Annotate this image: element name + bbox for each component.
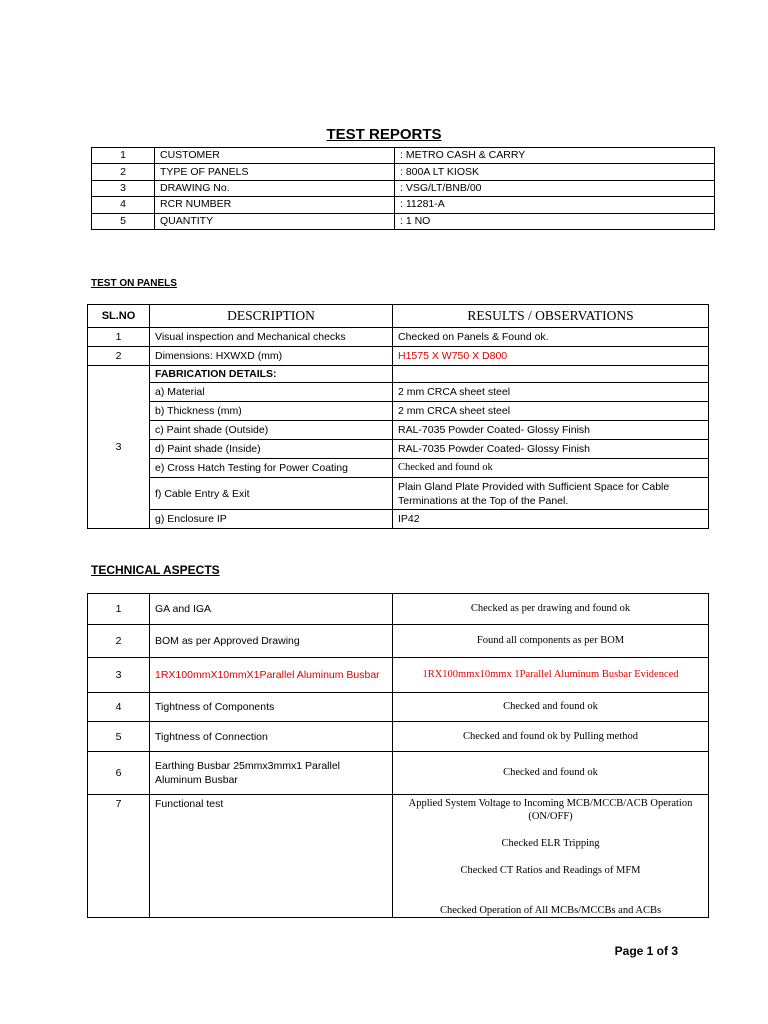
row-result: Checked and found ok: [393, 693, 709, 722]
info-row-number: 3: [92, 180, 155, 196]
info-row-label: RCR NUMBER: [155, 197, 395, 213]
row-description: a) Material: [150, 383, 393, 402]
header-results: RESULTS / OBSERVATIONS: [393, 305, 709, 328]
info-row-value: : VSG/LT/BNB/00: [395, 180, 715, 196]
functional-test-results: [393, 795, 709, 918]
row-result: Checked as per drawing and found ok: [393, 594, 709, 625]
row-description: f) Cable Entry & Exit: [150, 478, 393, 510]
info-row-value: : 11281-A: [395, 197, 715, 213]
row-number: 2: [88, 625, 150, 658]
row-description: GA and IGA: [150, 594, 393, 625]
row-description: Earthing Busbar 25mmx3mmx1 Parallel Aluminum Busbar: [150, 752, 393, 795]
row-result: Plain Gland Plate Provided with Sufficient Space for Cable Terminations at the Top of the Panel.: [393, 478, 709, 510]
row-result: H1575 X W750 X D800: [393, 347, 709, 366]
row-result: Checked on Panels & Found ok.: [393, 328, 709, 347]
row-result: 2 mm CRCA sheet steel: [393, 402, 709, 421]
row-description: b) Thickness (mm): [150, 402, 393, 421]
row-description: Visual inspection and Mechanical checks: [150, 328, 393, 347]
row-number: 7: [88, 795, 150, 918]
row-result: Checked and found ok: [393, 752, 709, 795]
row-description: BOM as per Approved Drawing: [150, 625, 393, 658]
page-number: Page 1 of 3: [614, 944, 678, 958]
fabrication-label: FABRICATION DETAILS:: [150, 366, 393, 383]
info-table: [91, 147, 715, 230]
row-description: d) Paint shade (Inside): [150, 440, 393, 459]
row-result: Found all components as per BOM: [393, 625, 709, 658]
info-row: [92, 180, 715, 196]
info-row-number: 5: [92, 213, 155, 229]
info-row-label: CUSTOMER: [155, 148, 395, 164]
page-title: TEST REPORTS: [326, 126, 442, 143]
technical-aspects-table: [87, 593, 709, 918]
functional-result-line: Checked ELR Tripping: [501, 838, 600, 849]
info-row: [92, 197, 715, 213]
row-number: 3: [88, 658, 150, 693]
functional-result-line: Applied System Voltage to Incoming MCB/MCCB/ACB Operation (ON/OFF): [408, 798, 693, 822]
row-description: Tightness of Components: [150, 693, 393, 722]
functional-result-line: Checked Operation of All MCBs/MCCBs and ACBs: [439, 905, 662, 916]
row-result: 1RX100mmx10mmx 1Parallel Aluminum Busbar Evidenced: [393, 658, 709, 693]
row-description: Functional test: [150, 795, 393, 918]
row-result: Checked and found ok: [393, 459, 709, 478]
test-on-panels-heading: TEST ON PANELS: [91, 278, 177, 289]
info-row-value: : 800A LT KIOSK: [395, 164, 715, 180]
row-result: IP42: [393, 510, 709, 529]
row-result-empty: [393, 366, 709, 383]
info-row-number: 4: [92, 197, 155, 213]
technical-aspects-heading: TECHNICAL ASPECTS: [91, 563, 220, 577]
info-row: [92, 164, 715, 180]
header-slno: SL.NO: [88, 305, 150, 328]
row-result: RAL-7035 Powder Coated- Glossy Finish: [393, 440, 709, 459]
info-row-label: QUANTITY: [155, 213, 395, 229]
row-description: e) Cross Hatch Testing for Power Coating: [150, 459, 393, 478]
test-on-panels-table: [87, 304, 709, 529]
row-result: Checked and found ok by Pulling method: [393, 722, 709, 752]
row-number: 3: [88, 366, 150, 529]
info-row-label: DRAWING No.: [155, 180, 395, 196]
row-number: 4: [88, 693, 150, 722]
info-row-value: : 1 NO: [395, 213, 715, 229]
row-number: 2: [88, 347, 150, 366]
row-description: c) Paint shade (Outside): [150, 421, 393, 440]
row-result: RAL-7035 Powder Coated- Glossy Finish: [393, 421, 709, 440]
row-number: 6: [88, 752, 150, 795]
info-row: [92, 213, 715, 229]
header-description: DESCRIPTION: [150, 305, 393, 328]
row-description: 1RX100mmX10mmX1Parallel Aluminum Busbar: [150, 658, 393, 693]
row-number: 1: [88, 594, 150, 625]
row-result: 2 mm CRCA sheet steel: [393, 383, 709, 402]
row-number: 5: [88, 722, 150, 752]
functional-result-line: Checked CT Ratios and Readings of MFM: [460, 865, 641, 876]
info-row: [92, 148, 715, 164]
row-description: g) Enclosure IP: [150, 510, 393, 529]
info-row-number: 2: [92, 164, 155, 180]
info-row-value: : METRO CASH & CARRY: [395, 148, 715, 164]
row-description: Tightness of Connection: [150, 722, 393, 752]
info-row-label: TYPE OF PANELS: [155, 164, 395, 180]
info-row-number: 1: [92, 148, 155, 164]
row-description: Dimensions: HXWXD (mm): [150, 347, 393, 366]
row-number: 1: [88, 328, 150, 347]
